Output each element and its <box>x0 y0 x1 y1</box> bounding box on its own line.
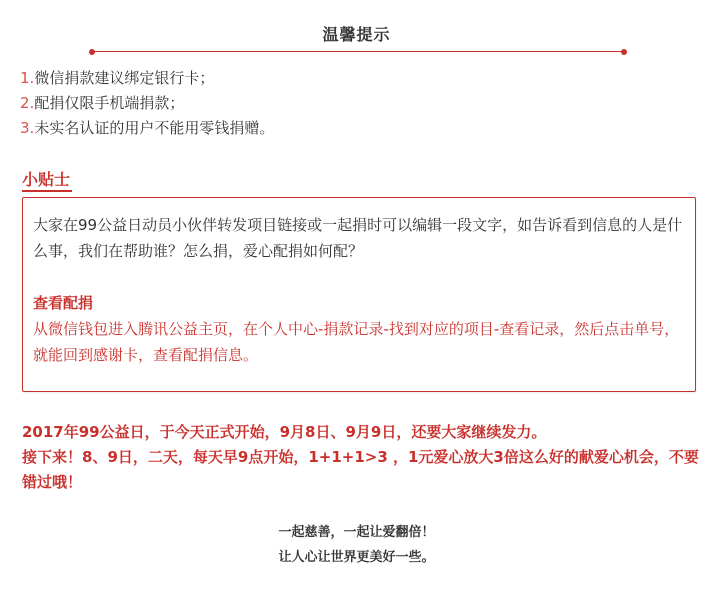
tips-sub-title: 查看配捐 <box>33 294 94 312</box>
tips-box <box>22 197 696 392</box>
tips-title-underline <box>22 190 72 192</box>
title-divider <box>92 51 624 52</box>
rule-text: 微信捐款建议绑定银行卡； <box>34 69 215 87</box>
rule-number: 3. <box>20 119 35 137</box>
title-divider-dot-right <box>621 49 627 55</box>
footer-line: 让人心让世界更美好一些。 <box>278 550 435 565</box>
notice-title: 温馨提示 <box>322 25 391 44</box>
announcement-line: 2017年99公益日，于今天正式开始，9月8日、9月9日，还要大家继续发力。 <box>22 423 547 441</box>
announcement <box>22 420 702 495</box>
rule-text: 配捐仅限手机端捐款； <box>34 94 185 112</box>
tips-title: 小贴士 <box>22 170 71 189</box>
rule-number: 1. <box>20 69 35 87</box>
footer-slogan <box>0 520 713 570</box>
announcement-line: 接下来！8、9日，二天，每天早9点开始，1+1+1>3 ，1元爱心放大3倍这么好的献爱心机会，不要错过哦！ <box>22 448 699 491</box>
rule-item <box>20 91 274 116</box>
rules-list <box>20 66 274 141</box>
rule-number: 2. <box>20 94 35 112</box>
rule-item <box>20 116 274 141</box>
tips-sub-body: 从微信钱包进入腾讯公益主页，在个人中心-捐款记录-找到对应的项目-查看记录，然后点击单号，就能回到感谢卡，查看配捐信息。 <box>33 320 680 364</box>
tips-body: 大家在99公益日动员小伙伴转发项目链接或一起捐时可以编辑一段文字，如告诉看到信息的人是什么事，我们在帮助谁？怎么捐，爱心配捐如何配？ <box>33 216 683 260</box>
footer-line: 一起慈善，一起让爱翻倍！ <box>278 525 435 540</box>
title-divider-dot-left <box>89 49 95 55</box>
rule-item <box>20 66 274 91</box>
rule-text: 未实名认证的用户不能用零钱捐赠。 <box>34 119 275 137</box>
